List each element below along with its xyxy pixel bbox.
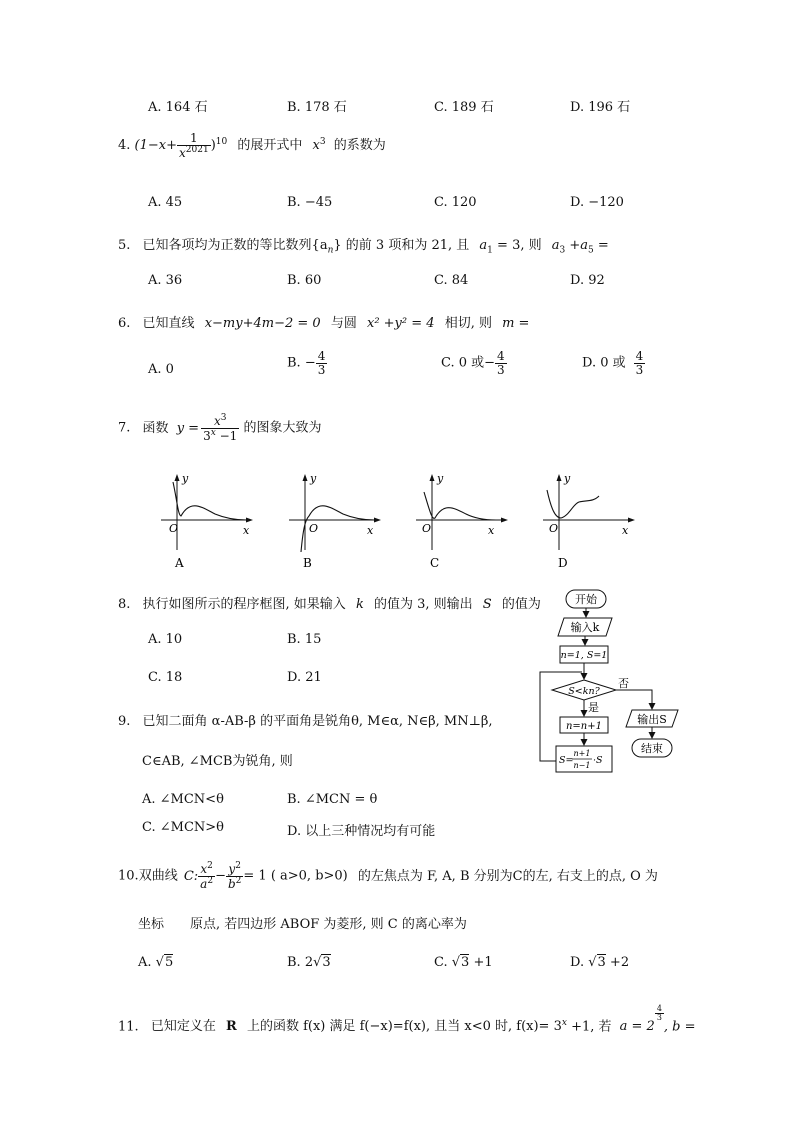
q7-graph-d xyxy=(537,470,642,570)
flow-no: 否 xyxy=(618,677,629,690)
q7-graph-c xyxy=(410,470,515,570)
q7-a-origin: O xyxy=(169,522,179,535)
q7-d-label: D xyxy=(558,556,568,570)
q8-option-c: C. 18 xyxy=(148,670,183,685)
q4-fraction: $\frac{1}{x^{2021}}$ xyxy=(179,131,209,160)
q7-b-origin: O xyxy=(309,522,319,535)
q5-option-b: B. 60 xyxy=(287,273,322,288)
q7-d-y-label: y xyxy=(564,472,571,485)
q7-b-x-label: x xyxy=(367,524,374,537)
q6-stem: 6. 已知直线 x−my+4m−2 = 0 与圆 x² +y² = 4 相切, 则 m = xyxy=(118,316,530,331)
q9-number: 9. xyxy=(118,714,131,729)
q11-stem: 11. 已知定义在 R 上的函数 f(x) 满足 f(−x)=f(x), 且当 x<0 时, $f(x)= 3^x +1$, 若 a = 2 $\frac{4}{3}$ , b = xyxy=(118,1004,696,1035)
q3-option-a: A. 164 石 xyxy=(148,100,208,115)
flow-output: 输出S xyxy=(637,713,667,726)
q9-line1: 已知二面角 α-AB-β 的平面角是锐角θ, M∈α, N∈β, MN⊥β, xyxy=(142,714,493,729)
q10-number: 10. xyxy=(118,868,139,884)
q9-stem xyxy=(118,710,492,729)
q7-c-x-label: x xyxy=(488,524,495,537)
q7-stem: 7. 函数 y = $\frac{x^3}{3^x -1}$ 的图象大致为 xyxy=(118,413,322,443)
q4-option-a: A. 45 xyxy=(148,195,183,210)
q5-option-d: D. 92 xyxy=(570,273,605,288)
q7-graph-a xyxy=(155,470,260,570)
q5-option-c: C. 84 xyxy=(434,273,469,288)
q7-a-label: A xyxy=(175,556,184,570)
q4-option-b: B. −45 xyxy=(287,195,333,210)
q5-number: 5. xyxy=(118,238,131,253)
q10-option-b: B. 2√3 xyxy=(287,955,331,970)
flow-input: 输入k xyxy=(570,621,600,634)
q4-option-d: D. −120 xyxy=(570,195,624,210)
flow-init: n=1, S=1 xyxy=(560,650,608,661)
q4-option-c: C. 120 xyxy=(434,195,477,210)
q7-c-origin: O xyxy=(422,522,432,535)
q6-number: 6. xyxy=(118,316,131,331)
q9-option-d: D. 以上三种情况均有可能 xyxy=(287,824,436,839)
q10-line2: 坐标 原点, 若四边形 ABOF 为菱形, 则 C 的离心率为 xyxy=(138,917,467,932)
q10-stem: 10.双曲线 C: $\frac{x^2}{a^2}$ − $\frac{y^2}{b^2}$ = 1 ( a>0, b>0) 的左焦点为 F, A, B 分别为C的左, 右支上的点, O 为 xyxy=(118,861,658,891)
flow-cond: S<kn? xyxy=(568,686,600,697)
q4-number: 4. xyxy=(118,138,131,154)
flow-update-num: n+1 xyxy=(573,749,591,758)
q6-option-a: A. 0 xyxy=(148,362,174,377)
flow-start: 开始 xyxy=(575,593,597,606)
q4-stem: 4. (1−x+ $\frac{1}{x^{2021}}$ )$^{10}$ 的展开式中 $x^3$ 的系数为 xyxy=(118,131,386,160)
q9-option-c: C. ∠MCN>θ xyxy=(142,820,224,835)
q4-text: 的展开式中 xyxy=(237,138,303,154)
q9-line2: C∈AB, ∠MCB为锐角, 则 xyxy=(142,754,293,769)
q7-c-y-label: y xyxy=(437,472,444,485)
flow-update-rhs: ·S xyxy=(593,755,603,766)
q10-option-d: D. √3 +2 xyxy=(570,955,630,970)
q6-option-d: D. 0 或 $\frac{4}{3}$ xyxy=(582,349,644,377)
q11-number: 11. xyxy=(118,1019,139,1035)
q7-fraction: $\frac{x^3}{3^x -1}$ xyxy=(203,413,238,443)
q8-flowchart xyxy=(530,586,690,776)
q8-stem: 8. 执行如图所示的程序框图, 如果输入 k 的值为 3, 则输出 S 的值为 xyxy=(118,597,541,612)
q7-c-label: C xyxy=(430,556,440,570)
q7-graph-b xyxy=(283,470,388,570)
q10-option-a: A. √5 xyxy=(138,955,174,970)
q3-option-b: B. 178 石 xyxy=(287,100,347,115)
q7-b-y-label: y xyxy=(310,472,317,485)
q9-option-b: B. ∠MCN = θ xyxy=(287,792,378,807)
flow-yes: 是 xyxy=(588,701,599,714)
flow-inc: n=n+1 xyxy=(565,721,603,732)
q5-option-a: A. 36 xyxy=(148,273,183,288)
q3-option-c: C. 189 石 xyxy=(434,100,494,115)
q6-option-c: C. 0 或− $\frac{4}{3}$ xyxy=(441,349,505,377)
q8-option-d: D. 21 xyxy=(287,670,322,685)
q8-option-b: B. 15 xyxy=(287,632,322,647)
q9-option-a: A. ∠MCN<θ xyxy=(142,792,224,807)
flow-update-lhs: S= xyxy=(559,755,574,766)
q7-d-x-label: x xyxy=(622,524,629,537)
q5-stem: 5. 已知各项均为正数的等比数列$\{a_n\}$ 的前 3 项和为 21, 且 $a_1 = 3$, 则 $a_3 +a_5$ = xyxy=(118,238,609,256)
q4-text2: 的系数为 xyxy=(333,138,386,154)
q8-option-a: A. 10 xyxy=(148,632,183,647)
q8-number: 8. xyxy=(118,597,131,612)
q4-target: x xyxy=(312,138,320,154)
q7-a-y-label: y xyxy=(182,472,189,485)
q4-expr-open: (1−x+ xyxy=(134,138,178,154)
flow-update-den: n−1 xyxy=(573,761,591,770)
q3-option-d: D. 196 石 xyxy=(570,100,631,115)
flow-end: 结束 xyxy=(641,742,663,755)
q10-option-c: C. √3 +1 xyxy=(434,955,493,970)
q7-b-label: B xyxy=(303,556,312,570)
q7-a-x-label: x xyxy=(243,524,250,537)
q7-number: 7. xyxy=(118,420,131,436)
q6-option-b: B. − $\frac{4}{3}$ xyxy=(287,349,326,377)
q7-d-origin: O xyxy=(549,522,559,535)
